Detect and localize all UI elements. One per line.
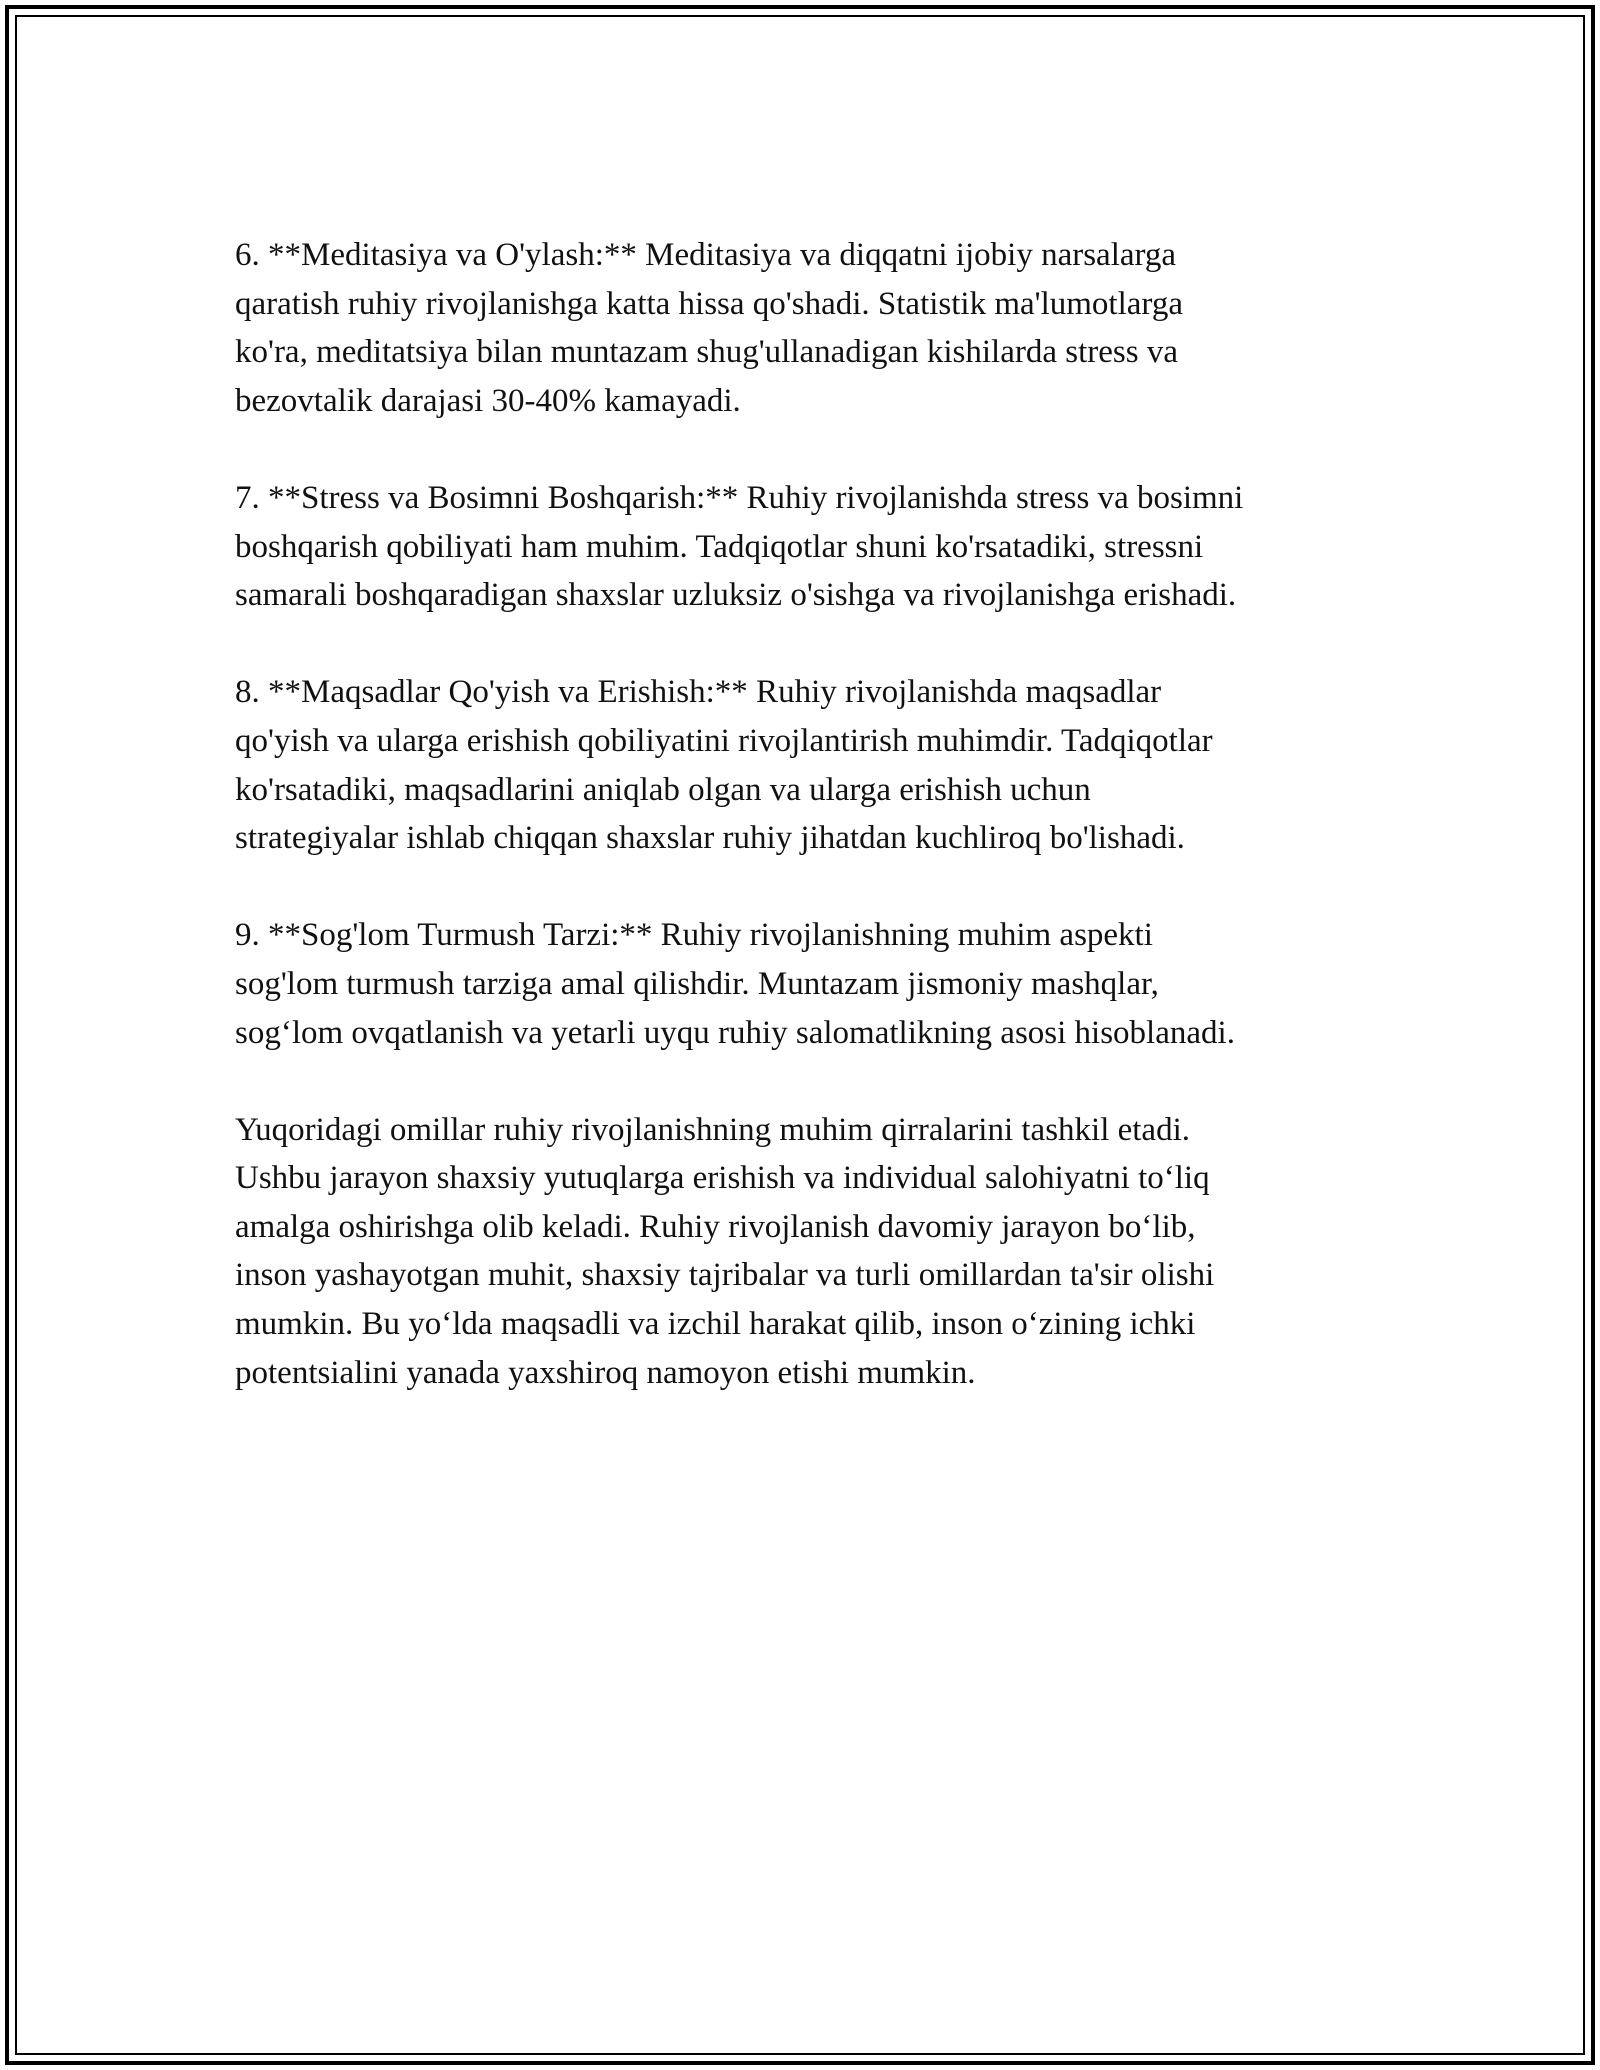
paragraph-goal-setting: 8. **Maqsadlar Qo'yish va Erishish:** Ruhiy rivojlanishda maqsadlar qo'yish va ularga erishish qobiliyatini rivojlantirish muhimdir. Tadqiqotlar ko'rsatadiki, maqsadlarini aniqlab olgan va ularga erishish uchun strategiyalar ishlab chiqqan shaxslar ruhiy jihatdan kuchliroq bo'lishadi. (235, 674, 1213, 857)
document-body (235, 231, 1375, 1397)
paragraph-meditation: 6. **Meditasiya va O'ylash:** Meditasiya va diqqatni ijobiy narsalarga qaratish ruhiy rivojlanishga katta hissa qo'shadi. Statistik ma'lumotlarga ko'ra, meditatsiya bilan muntazam shug'ullanadigan kishilarda stress va bezovtalik darajasi 30-40% kamayadi. (235, 237, 1183, 419)
paragraph-healthy-lifestyle: 9. **Sog'lom Turmush Tarzi:** Ruhiy rivojlanishning muhim aspekti sog'lom turmush tarziga amal qilishdir. Muntazam jismoniy mashqlar, sog‘lom ovqatlanish va yetarli uyqu ruhiy salomatlikning asosi hisoblanadi. (235, 917, 1235, 1051)
paragraph-conclusion: Yuqoridagi omillar ruhiy rivojlanishning muhim qirralarini tashkil etadi. Ushbu jarayon shaxsiy yutuqlarga erishish va individual salohiyatni to‘liq amalga oshirishga olib keladi. Ruhiy rivojlanish davomiy jarayon bo‘lib, inson yashayotgan muhit, shaxsiy tajribalar va turli omillardan ta'sir olishi mumkin. Bu yo‘lda maqsadli va izchil harakat qilib, inson o‘zining ichki potentsialini yanada yaxshiroq namoyon etishi mumkin. (235, 1111, 1215, 1391)
paragraph-stress-management: 7. **Stress va Bosimni Boshqarish:** Ruhiy rivojlanishda stress va bosimni boshqarish qobiliyati ham muhim. Tadqiqotlar shuni ko'rsatadiki, stressni samarali boshqaradigan shaxslar uzluksiz o'sishga va rivojlanishga erishadi. (235, 479, 1244, 614)
